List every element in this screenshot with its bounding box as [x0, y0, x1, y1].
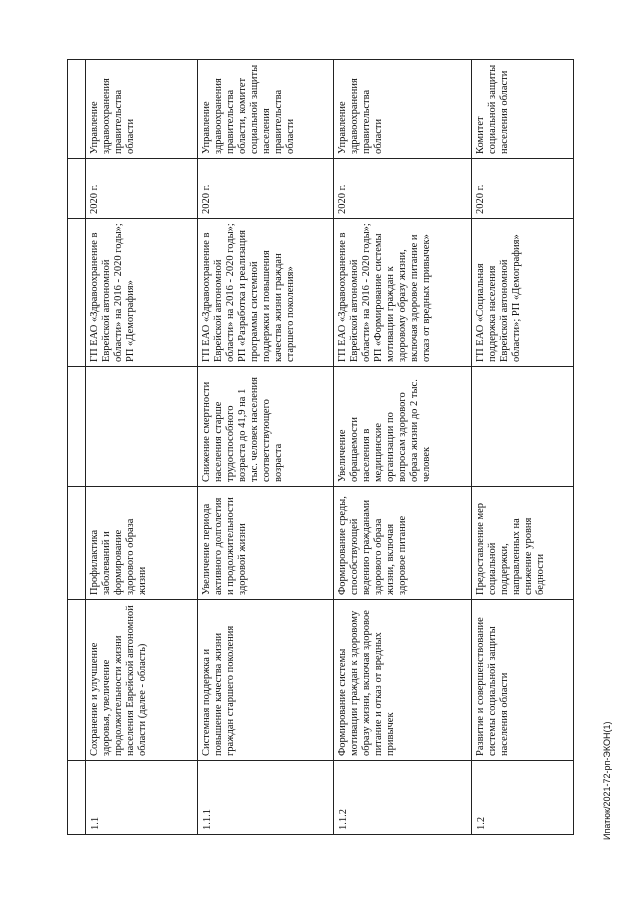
cell-indicator: [86, 367, 198, 487]
cell-task: Формирование среды, способствующей ведению гражданами здорового образа жизни, включая здоровое питание: [334, 487, 472, 600]
cell-program: ГП ЕАО «Социальная поддержка населения Еврейской автономной области»; РП «Демография»: [472, 219, 574, 367]
cell-executor: [68, 60, 86, 159]
table-row: [198, 60, 334, 835]
cell-indicator: [472, 367, 574, 487]
cell-program: ГП ЕАО «Здравоохранение в Еврейской автономной области» на 2016 - 2020 годы»; РП «Разработка и реализация программы системной поддержки и повышения качества жизни граждан старшего поколения»: [198, 219, 334, 367]
table-row-empty: [68, 60, 86, 835]
cell-executor: Управление здравоохранения правительства области, комитет социальной защиты населения правительства области: [198, 60, 334, 159]
cell-year: [68, 159, 86, 219]
cell-goal: Системная поддержка и повышение качества жизни граждан старшего поколения: [198, 600, 334, 761]
cell-executor: Управление здравоохранения правительства области: [86, 60, 198, 159]
cell-num: 1.2: [472, 761, 574, 835]
cell-goal: Сохранение и улучшение здоровья, увеличение продолжительности жизни населения Еврейской автономной области (далее - область): [86, 600, 198, 761]
cell-program: [68, 219, 86, 367]
cell-goal: [68, 600, 86, 761]
cell-indicator: [68, 367, 86, 487]
cell-num: 1.1.2: [334, 761, 472, 835]
table-row: [472, 60, 574, 835]
cell-task: Увеличение периода активного долголетия и продолжительности здоровой жизни: [198, 487, 334, 600]
cell-executor: Управление здравоохранения правительства области: [334, 60, 472, 159]
cell-indicator: Увеличение обращаемости населения в медицинские организации по вопросам здорового образа жизни до 2 тыс. человек: [334, 367, 472, 487]
cell-goal: Формирование системы мотивации граждан к здоровому образу жизни, включая здоровое питание и отказ от вредных привычек: [334, 600, 472, 761]
cell-year: 2020 г.: [198, 159, 334, 219]
cell-task: Профилактика заболеваний и формирование здорового образа жизни: [86, 487, 198, 600]
cell-year: 2020 г.: [86, 159, 198, 219]
footer-doc-code: Ипатюк/2021-72-рп-ЭКОН(1): [602, 721, 612, 840]
cell-year: 2020 г.: [472, 159, 574, 219]
cell-executor: Комитет социальной защиты населения области: [472, 60, 574, 159]
cell-task: [68, 487, 86, 600]
program-table: [67, 59, 574, 835]
cell-year: 2020 г.: [334, 159, 472, 219]
cell-program: ГП ЕАО «Здравоохранение в Еврейской автономной области» на 2016 - 2020 годы»; РП «Демография»: [86, 219, 198, 367]
cell-indicator: Снижение смертности населения старше трудоспособного возраста до 41,9 на 1 тыс. человек населения соответствующего возраста: [198, 367, 334, 487]
cell-num: 1.1: [86, 761, 198, 835]
table-row: [334, 60, 472, 835]
cell-program: ГП ЕАО «Здравоохранение в Еврейской автономной области» на 2016 - 2020 годы»; РП «Формирование системы мотивации граждан к здоровому образу жизни, включая здоровое питание и отказ от вредных привычек»: [334, 219, 472, 367]
cell-task: Предоставление мер социальной поддержки, направленных на снижение уровня бедности: [472, 487, 574, 600]
cell-goal: Развитие и совершенствование системы социальной защиты населения области: [472, 600, 574, 761]
rotated-table: [67, 60, 574, 835]
table-row: [86, 60, 198, 835]
cell-num: [68, 761, 86, 835]
cell-num: 1.1.1: [198, 761, 334, 835]
